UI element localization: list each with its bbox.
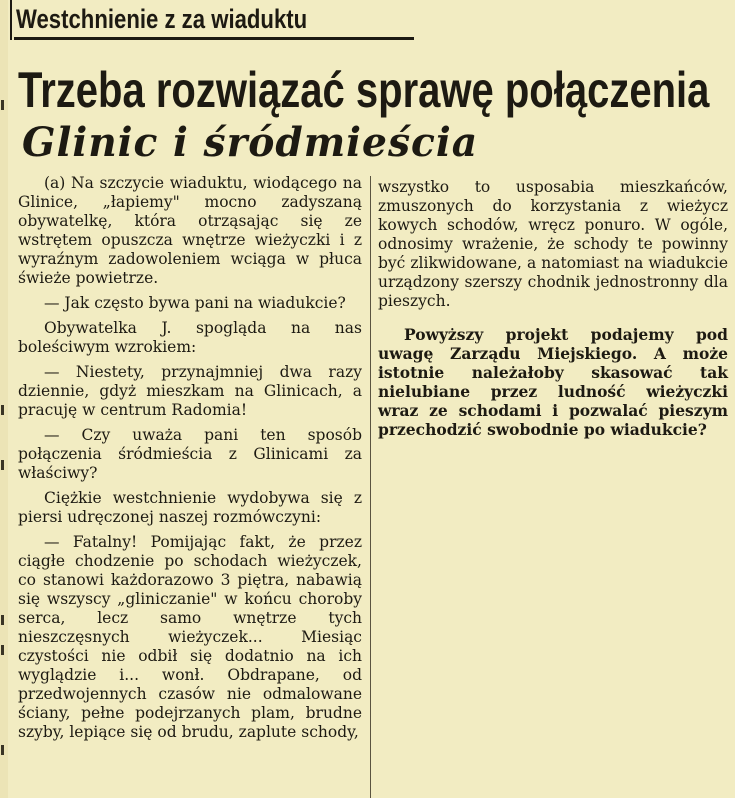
paragraph: (a) Na szczycie wiaduktu, wiodącego na Glinice, „łapiemy" mocno zadyszaną obywatelkę, która otrząsając się ze wstrętem opuszcza wnętrze wieżyczki i z wyraźnym zadowoleniem wciąga w płuca świeże powietrze. — [18, 174, 362, 287]
subheadline: Glinic i śródmieścia — [22, 119, 479, 166]
paragraph: wszystko to usposabia mieszkańców, zmuszonych do korzystania z wieżycz kowych schodów, wręcz ponuro. W ogóle, odnosimy wrażenie, że schody te powinny być zlikwidowane, a natomiast na wiadukcie urządzony szerszy chodnik jednostronny dla pieszych. — [378, 178, 728, 310]
kicker-left-rule — [10, 0, 12, 40]
kicker-heading: Westchnienie z za wiaduktu — [16, 4, 308, 34]
edge-mark — [1, 615, 4, 625]
edge-mark — [1, 100, 4, 110]
paragraph: — Niestety, przynajmniej dwa razy dziennie, gdyż mieszkam na Glinicach, a pracuję w centrum Radomia! — [18, 363, 362, 419]
edge-mark — [1, 645, 4, 655]
paragraph: — Jak często bywa pani na wiadukcie? — [44, 294, 346, 312]
edge-mark — [1, 405, 4, 415]
edge-mark — [1, 460, 4, 470]
headline: Trzeba rozwiązać sprawę połączenia — [18, 62, 710, 118]
paragraph: Obywatelka J. spogląda na nas boleściwym wzrokiem: — [18, 319, 362, 356]
column-divider — [370, 176, 371, 798]
left-margin-strip — [0, 0, 8, 798]
paragraph: — Czy uważa pani ten sposób połączenia śródmieścia z Glinicami za właściwy? — [18, 426, 362, 482]
kicker-underline — [14, 37, 414, 40]
paragraph: Ciężkie westchnienie wydobywa się z piersi udręczonej naszej rozmówczyni: — [18, 489, 362, 526]
article-column-1 — [18, 174, 362, 748]
closing-paragraph: Powyższy projekt podajemy pod uwagę Zarządu Miejskiego. A może istotnie należałoby skasować tak nielubiane przez ludność wieżyczki wraz ze schodami i pozwalać pieszym przechodzić swobodnie po wiadukcie? — [378, 325, 728, 439]
edge-mark — [1, 745, 4, 755]
article-column-2 — [378, 178, 728, 445]
paragraph: — Fatalny! Pomijając fakt, że przez ciągłe chodzenie po schodach wieżyczek, co stanowi każdorazowo 3 piętra, nabawią się wszyscy „gliniczanie" w końcu choroby serca, lecz samo wnętrze tych nieszczęsnych wieżyczek... Miesiąc czystości nie odbił się dodatnio na ich wyglądzie i... wonł. Obdrapane, od przedwojennych czasów nie odmalowane ściany, pełne podejrzanych plam, brudne szyby, lepiące się od brudu, zaplute schody, — [18, 533, 362, 741]
